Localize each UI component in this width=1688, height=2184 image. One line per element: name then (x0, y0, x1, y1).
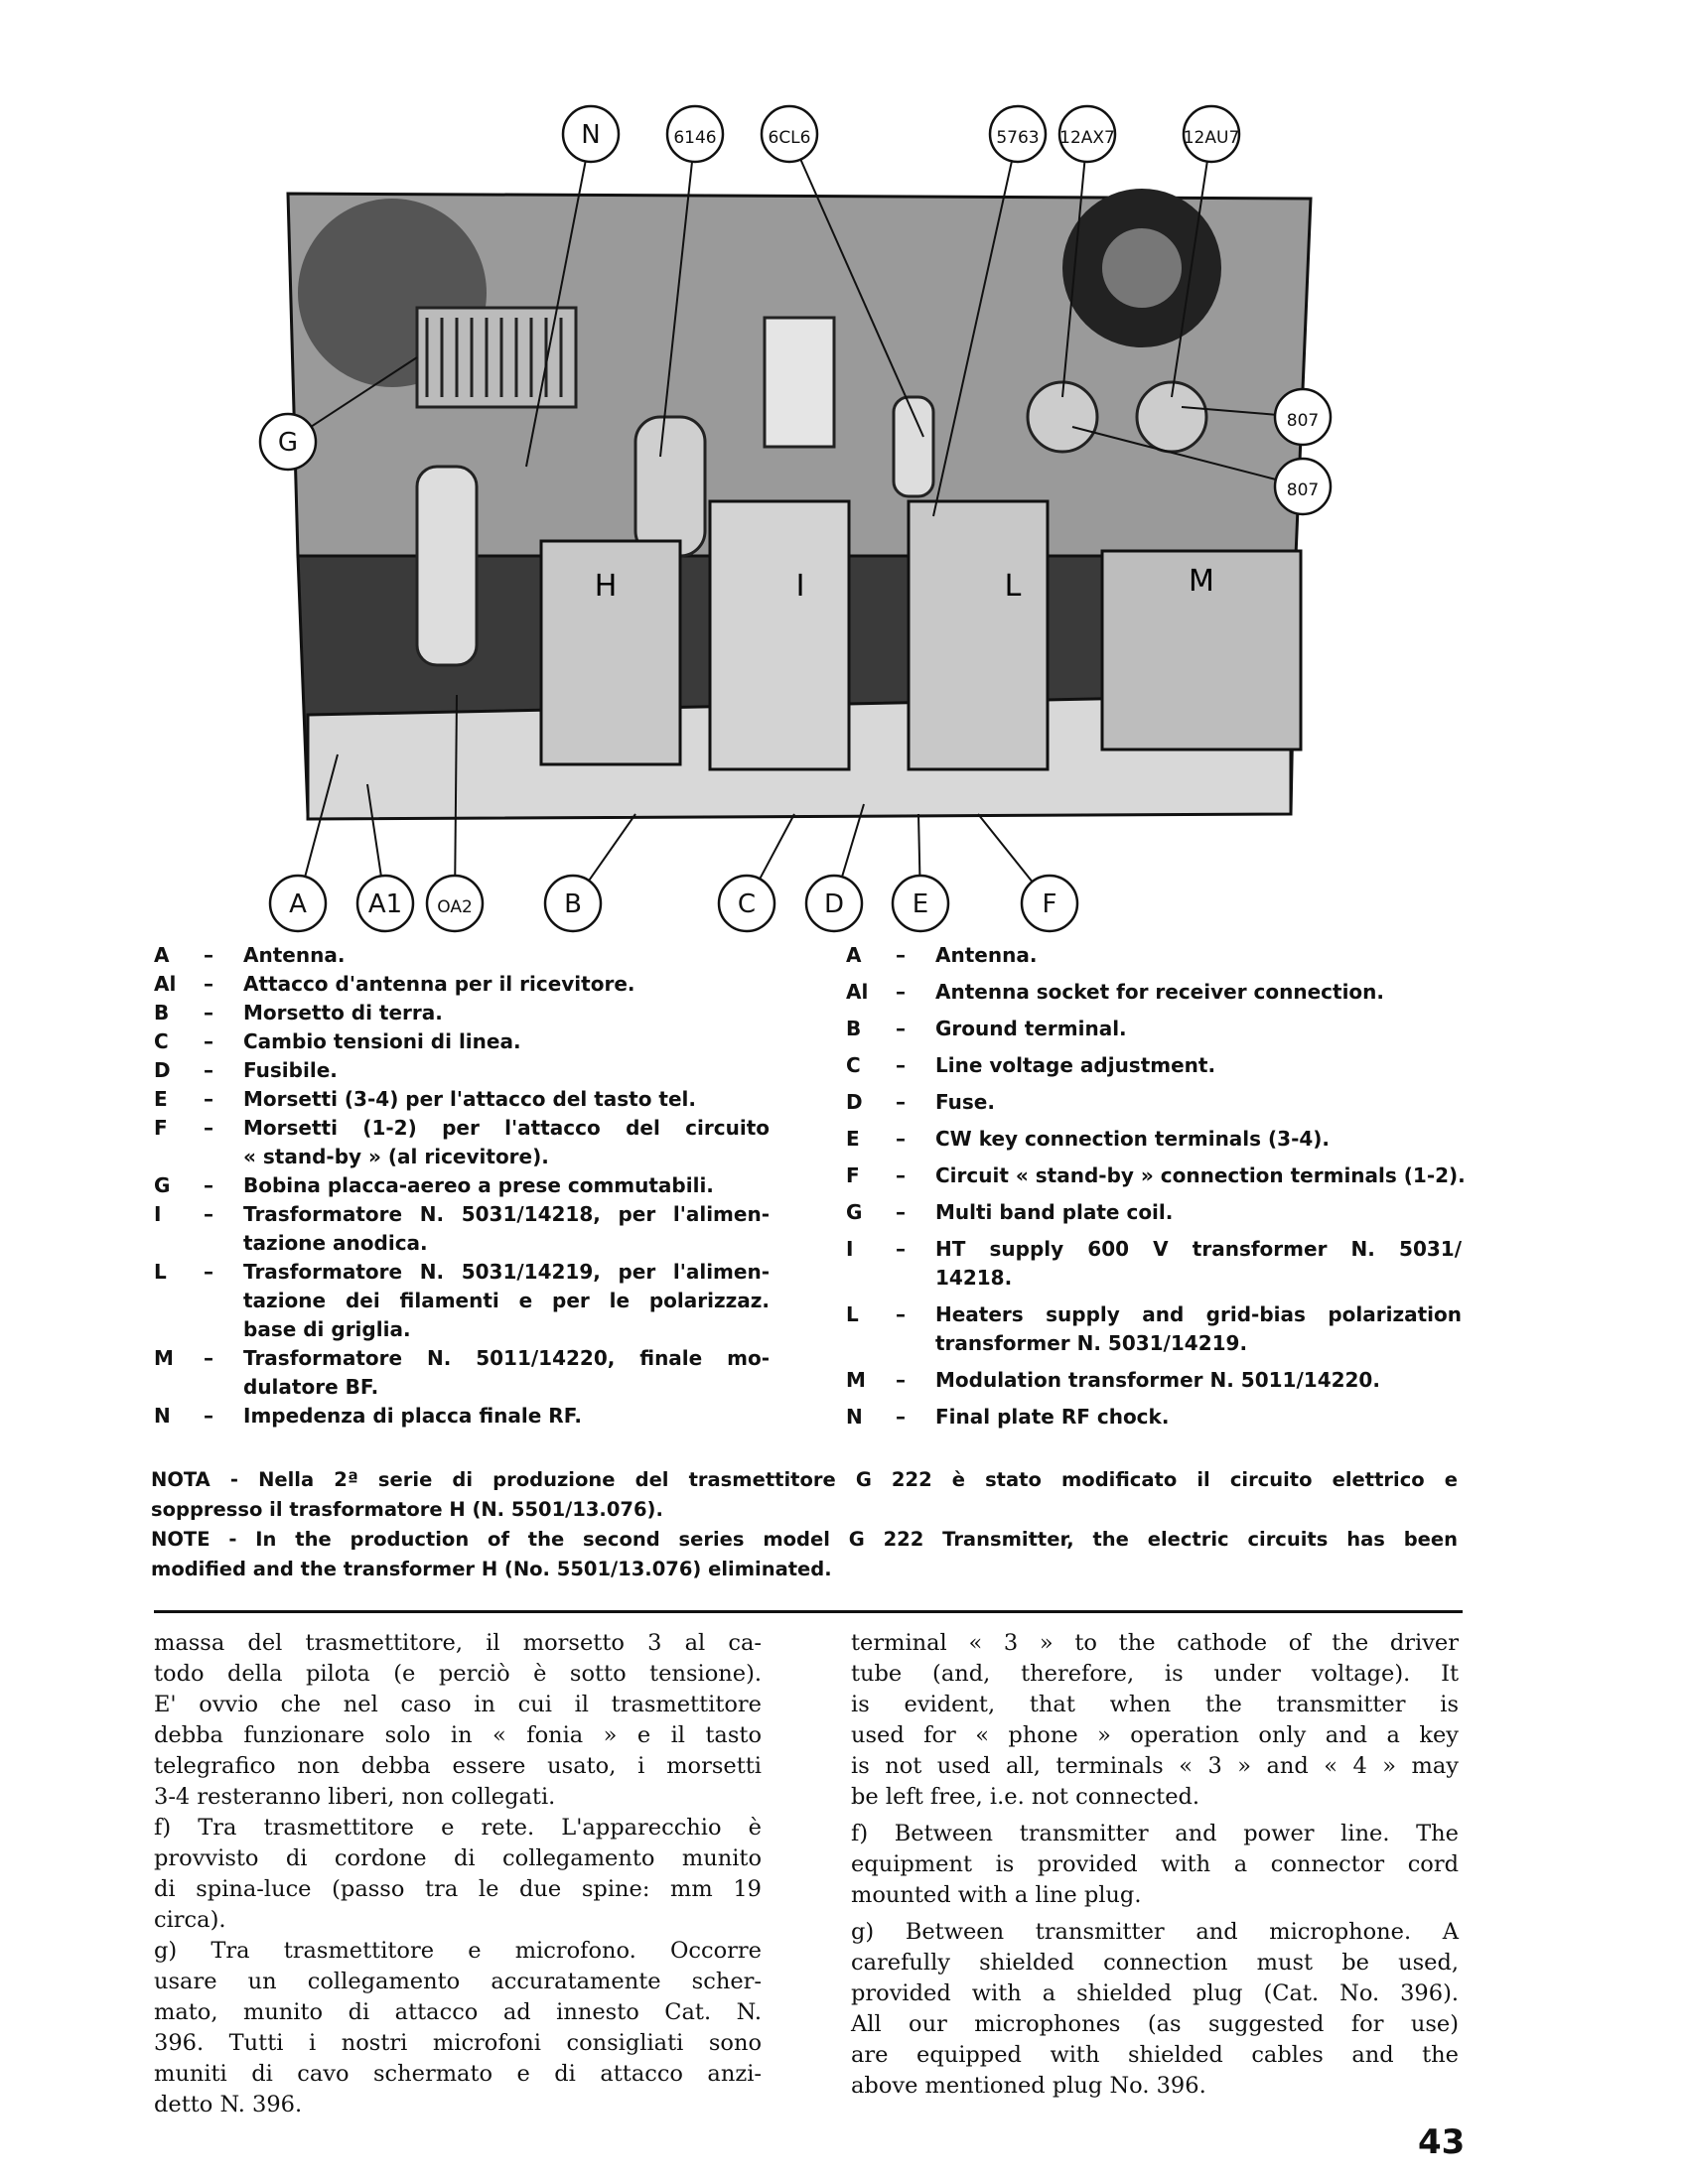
legend-key: Al (154, 972, 177, 996)
legend-key: I (846, 1237, 854, 1261)
legend-key: I (154, 1202, 162, 1226)
legend-italian (154, 941, 770, 1431)
legend-entry (154, 1171, 770, 1200)
legend-key: N (846, 1405, 863, 1429)
transmitter-chassis-photo (0, 0, 1688, 953)
legend-key: L (846, 1302, 859, 1326)
legend-dash: – (896, 1017, 906, 1040)
svg-text:E: E (912, 889, 929, 919)
text-line: Heaters supply and grid-bias polarization (935, 1302, 1462, 1326)
legend-entry (846, 1198, 1462, 1227)
legend-entry (846, 1235, 1462, 1293)
legend-key: F (846, 1163, 860, 1187)
text-line: tazione anodica. (243, 1231, 428, 1255)
legend-description (935, 1015, 1462, 1043)
part-callout-d (806, 804, 864, 931)
legend-entry (154, 1085, 770, 1114)
legend-dash: – (896, 1237, 906, 1261)
text-line: equipment is provided with a connector cord (851, 1851, 1459, 1877)
svg-text:C: C (737, 889, 757, 919)
text-line: terminal « 3 » to the cathode of the driver (851, 1630, 1459, 1656)
text-line: Morsetto di terra. (243, 1001, 443, 1024)
text-line: Trasformatore N. 5031/14218, per l'alimen- (243, 1202, 770, 1226)
legend-dash: – (204, 1346, 213, 1370)
page-number: 43 (1418, 2122, 1466, 2162)
legend-description (243, 970, 770, 999)
legend-key: L (154, 1260, 167, 1284)
legend-description (243, 1402, 770, 1431)
text-line: « stand-by » (al ricevitore). (243, 1145, 549, 1168)
text-line: g) Tra trasmettitore e microfono. Occorre (154, 1938, 762, 1964)
text-line: is not used all, terminals « 3 » and « 4 » may (851, 1753, 1459, 1779)
legend-dash: – (896, 1302, 906, 1326)
legend-entry (154, 1402, 770, 1431)
legend-description (243, 1027, 770, 1056)
text-line: transformer N. 5031/14219. (935, 1331, 1248, 1355)
text-line: usare un collegamento accuratamente scher- (154, 1969, 762, 1994)
legend-key: C (846, 1053, 861, 1077)
text-line: debba funzionare solo in « fonia » e il tasto (154, 1722, 762, 1748)
paragraph (154, 1936, 762, 2120)
part-callout-e (893, 814, 948, 931)
text-line: Ground terminal. (935, 1017, 1127, 1040)
text-line: massa del trasmettitore, il morsetto 3 al ca- (154, 1630, 762, 1656)
legend-entry (154, 999, 770, 1027)
svg-text:807: 807 (1286, 480, 1320, 500)
legend-dash: – (896, 1090, 906, 1114)
legend-dash: – (204, 1058, 213, 1082)
divider (154, 1610, 1463, 1613)
svg-text:F: F (1042, 889, 1057, 919)
text-line: Morsetti (1-2) per l'attacco del circuito (243, 1116, 770, 1140)
legend-entry (846, 1015, 1462, 1043)
text-line: Antenna. (243, 943, 346, 967)
text-line: Bobina placca-aereo a prese commutabili. (243, 1173, 714, 1197)
legend-key: Al (846, 980, 869, 1004)
legend-entry (154, 1258, 770, 1344)
text-line: base di griglia. (243, 1317, 411, 1341)
text-line: tube (and, therefore, is under voltage). It (851, 1661, 1459, 1687)
svg-text:5763: 5763 (996, 128, 1040, 148)
text-line: f) Tra trasmettitore e rete. L'apparecchio è (154, 1815, 762, 1841)
text-line: 3-4 resteranno liberi, non collegati. (154, 1784, 556, 1810)
legend-entry (846, 1366, 1462, 1395)
legend-dash: – (896, 1163, 906, 1187)
text-line: used for « phone » operation only and a key (851, 1722, 1459, 1748)
text-line: Cambio tensioni di linea. (243, 1029, 521, 1053)
paragraph (851, 1628, 1459, 1813)
legend-dash: – (896, 1368, 906, 1392)
legend-key: B (154, 1001, 170, 1024)
transformer-label-l: L (1004, 569, 1022, 604)
svg-text:OA2: OA2 (437, 897, 473, 917)
text-line: above mentioned plug No. 396. (851, 2073, 1206, 2099)
legend-dash: – (204, 1202, 213, 1226)
text-line: circa). (154, 1907, 226, 1933)
legend-entry (846, 1161, 1466, 1190)
legend-key: G (154, 1173, 171, 1197)
legend-entry (846, 1300, 1462, 1358)
legend-entry (846, 1125, 1462, 1154)
note-line: modified and the transformer H (No. 5501/13.076) eliminated. (151, 1558, 832, 1580)
svg-text:12AU7: 12AU7 (1183, 128, 1240, 148)
text-line: detto N. 396. (154, 2092, 303, 2117)
text-line: CW key connection terminals (3-4). (935, 1127, 1331, 1151)
legend-description (243, 1171, 770, 1200)
legend-description (935, 1088, 1462, 1117)
text-line: g) Between transmitter and microphone. A (851, 1919, 1459, 1945)
legend-key: B (846, 1017, 862, 1040)
legend-description (243, 1258, 770, 1344)
legend-dash: – (896, 980, 906, 1004)
text-line: dulatore BF. (243, 1375, 379, 1399)
legend-description (935, 1366, 1462, 1395)
legend-description (243, 1114, 770, 1171)
text-line: mato, munito di attacco ad innesto Cat. N. (154, 1999, 762, 2025)
text-line: All our microphones (as suggested for use) (851, 2011, 1459, 2037)
legend-key: E (846, 1127, 860, 1151)
legend-key: A (154, 943, 170, 967)
note-line: NOTE - In the production of the second series model G 222 Transmitter, the electric circuits has been (151, 1528, 1458, 1551)
legend-description (935, 1198, 1462, 1227)
legend-dash: – (204, 1087, 213, 1111)
legend-key: M (846, 1368, 866, 1392)
text-line: are equipped with shielded cables and the (851, 2042, 1459, 2068)
text-line: 14218. (935, 1266, 1013, 1290)
text-line: muniti di cavo schermato e di attacco anzi- (154, 2061, 762, 2087)
legend-key: E (154, 1087, 168, 1111)
legend-description (243, 999, 770, 1027)
legend-description (935, 1300, 1462, 1358)
text-line: Impedenza di placca finale RF. (243, 1404, 583, 1428)
legend-description (243, 941, 770, 970)
text-line: provided with a shielded plug (Cat. No. 396). (851, 1980, 1459, 2006)
text-line: telegrafico non debba essere usato, i morsetti (154, 1753, 762, 1779)
legend-dash: – (204, 943, 213, 967)
body-text-italian (154, 1628, 762, 2120)
svg-text:12AX7: 12AX7 (1059, 128, 1115, 148)
paragraph (154, 1628, 762, 1813)
text-line: Multi band plate coil. (935, 1200, 1174, 1224)
text-line: tazione dei filamenti e per le polarizzaz. (243, 1289, 770, 1312)
legend-key: N (154, 1404, 171, 1428)
legend-dash: – (896, 1053, 906, 1077)
legend-key: D (154, 1058, 171, 1082)
legend-description (243, 1085, 770, 1114)
body-text-english (851, 1628, 1459, 2108)
text-line: Circuit « stand-by » connection terminals (1-2). (935, 1163, 1466, 1187)
legend-description (935, 1403, 1462, 1432)
legend-description (243, 1200, 770, 1258)
text-line: 396. Tutti i nostri microfoni consigliati sono (154, 2030, 762, 2056)
legend-entry (154, 941, 770, 970)
text-line: di spina-luce (passo tra le due spine: mm 19 (154, 1876, 762, 1902)
svg-text:A1: A1 (367, 889, 403, 919)
legend-dash: – (204, 1173, 213, 1197)
legend-description (243, 1056, 770, 1085)
text-line: Morsetti (3-4) per l'attacco del tasto tel. (243, 1087, 697, 1111)
paragraph (851, 1917, 1459, 2102)
legend-entry (154, 1056, 770, 1085)
legend-entry (846, 1051, 1462, 1080)
part-callout-c (719, 814, 794, 931)
legend-dash: – (896, 1127, 906, 1151)
legend-description (935, 1125, 1462, 1154)
svg-text:807: 807 (1286, 411, 1320, 431)
legend-key: C (154, 1029, 169, 1053)
paragraph (154, 1813, 762, 1936)
legend-entry (846, 1403, 1462, 1432)
legend-description (243, 1344, 770, 1402)
svg-text:B: B (564, 889, 582, 919)
legend-entry (846, 978, 1462, 1007)
legend-dash: – (896, 1200, 906, 1224)
legend-description (935, 978, 1462, 1007)
legend-key: D (846, 1090, 863, 1114)
text-line: todo della pilota (e perciò è sotto tensione). (154, 1661, 762, 1687)
legend-entry (846, 1088, 1462, 1117)
legend-description (935, 1161, 1466, 1190)
text-line: is evident, that when the transmitter is (851, 1692, 1459, 1717)
legend-description (935, 941, 1462, 970)
text-line: provvisto di cordone di collegamento munito (154, 1845, 762, 1871)
transformer-label-m: M (1189, 564, 1214, 599)
note-line: soppresso il trasformatore H (N. 5501/13.076). (151, 1498, 663, 1521)
legend-entry (154, 970, 770, 999)
legend-key: F (154, 1116, 168, 1140)
production-note (151, 1465, 1458, 1584)
text-line: Fuse. (935, 1090, 995, 1114)
legend-key: G (846, 1200, 863, 1224)
legend-dash: – (204, 1404, 213, 1428)
legend-dash: – (204, 1001, 213, 1024)
legend-dash: – (896, 943, 906, 967)
text-line: E' ovvio che nel caso in cui il trasmettitore (154, 1692, 762, 1717)
transformer-label-h: H (594, 569, 618, 604)
text-line: mounted with a line plug. (851, 1882, 1142, 1908)
part-callout-b (545, 814, 635, 931)
text-line: Line voltage adjustment. (935, 1053, 1216, 1077)
legend-description (935, 1235, 1462, 1293)
text-line: Attacco d'antenna per il ricevitore. (243, 972, 635, 996)
legend-dash: – (204, 1029, 213, 1053)
paragraph (851, 1819, 1459, 1911)
svg-text:G: G (277, 428, 299, 458)
text-line: Trasformatore N. 5011/14220, finale mo- (243, 1346, 770, 1370)
legend-entry (154, 1114, 770, 1171)
text-line: carefully shielded connection must be used, (851, 1950, 1459, 1976)
text-line: Final plate RF chock. (935, 1405, 1170, 1429)
legend-english (846, 941, 1466, 1439)
svg-text:6CL6: 6CL6 (768, 128, 811, 148)
svg-text:D: D (823, 889, 845, 919)
text-line: be left free, i.e. not connected. (851, 1784, 1200, 1810)
text-line: HT supply 600 V transformer N. 5031/ (935, 1237, 1462, 1261)
legend-dash: – (896, 1405, 906, 1429)
svg-text:A: A (289, 889, 307, 919)
transformer-label-i: I (795, 569, 805, 604)
part-callout-f (978, 814, 1077, 931)
legend-dash: – (204, 1116, 213, 1140)
legend-dash: – (204, 1260, 213, 1284)
text-line: Antenna socket for receiver connection. (935, 980, 1385, 1004)
legend-dash: – (204, 972, 213, 996)
note-line: NOTA - Nella 2ª serie di produzione del trasmettitore G 222 è stato modificato il circuito elettrico e (151, 1468, 1458, 1491)
svg-text:6146: 6146 (673, 128, 717, 148)
legend-entry (154, 1200, 770, 1258)
legend-entry (846, 941, 1462, 970)
text-line: f) Between transmitter and power line. The (851, 1821, 1459, 1846)
legend-key: M (154, 1346, 174, 1370)
legend-description (935, 1051, 1462, 1080)
svg-text:N: N (581, 120, 601, 150)
legend-key: A (846, 943, 862, 967)
legend-entry (154, 1344, 770, 1402)
text-line: Fusibile. (243, 1058, 338, 1082)
legend-entry (154, 1027, 770, 1056)
text-line: Modulation transformer N. 5011/14220. (935, 1368, 1380, 1392)
text-line: Antenna. (935, 943, 1038, 967)
text-line: Trasformatore N. 5031/14219, per l'alimen- (243, 1260, 770, 1284)
